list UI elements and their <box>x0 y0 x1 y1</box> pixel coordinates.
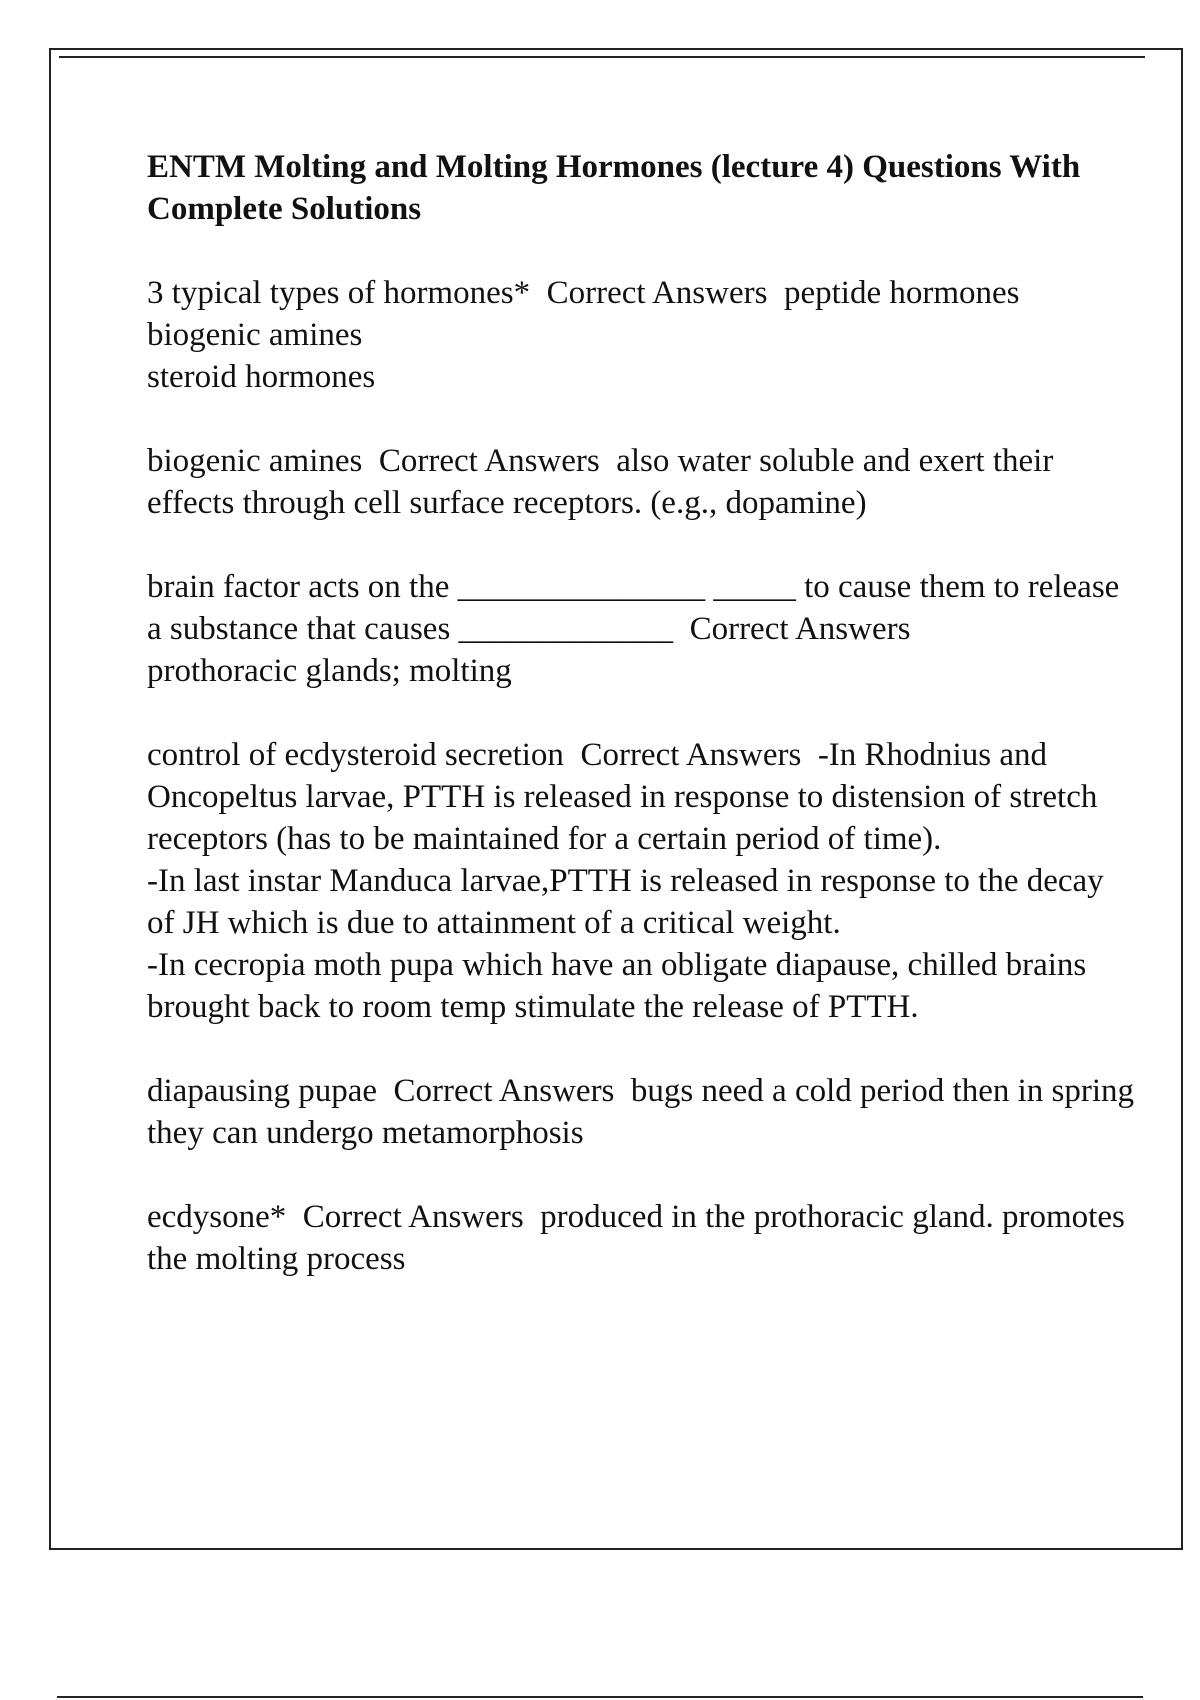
top-rule <box>59 56 1145 58</box>
question-text: brain factor acts on the _______________ _____ to cause them to release a substance that causes _____________ <box>147 569 1128 647</box>
question-text: 3 typical types of hormones* <box>147 275 531 311</box>
question-text: diapausing pupae <box>147 1073 378 1109</box>
document-title: ENTM Molting and Molting Hormones (lecture 4) Questions With Complete Solutions <box>147 149 1081 227</box>
qa-item <box>147 272 1137 398</box>
answer-text: produced in the prothoracic gland. promotes the molting process <box>147 1199 1134 1277</box>
bottom-rule <box>57 1696 1143 1698</box>
answer-text: peptide hormones biogenic amines steroid hormones <box>147 275 1020 395</box>
answer-label: Correct Answers <box>302 1199 524 1235</box>
answer-label: Correct Answers <box>689 611 911 647</box>
answer-text: also water soluble and exert their effects through cell surface receptors. (e.g., dopamine) <box>147 443 1062 521</box>
answer-label: Correct Answers <box>393 1073 615 1109</box>
answer-label: Correct Answers <box>546 275 768 311</box>
answer-text: prothoracic glands; molting <box>147 653 512 689</box>
answer-label: Correct Answers <box>378 443 600 479</box>
question-text: control of ecdysteroid secretion <box>147 737 564 773</box>
page-frame <box>49 48 1183 1550</box>
qa-item <box>147 566 1137 692</box>
qa-item <box>147 1070 1143 1154</box>
qa-item <box>147 734 1137 1028</box>
answer-label: Correct Answers <box>580 737 802 773</box>
answer-text: -In Rhodnius and Oncopeltus larvae, PTTH is released in response to distension of stretch receptors (has to be maintained for a certain period of time). -In last instar Manduca larvae,PTTH is released in response to the decay of JH which is due to attainment of a critical weight. -In cecropia moth pupa which have an obligate diapause, chilled brains brought back to room temp stimulate the release of PTTH. <box>147 737 1104 1025</box>
question-text: ecdysone* <box>147 1199 287 1235</box>
qa-item <box>147 1196 1137 1280</box>
question-text: biogenic amines <box>147 443 363 479</box>
qa-item <box>147 440 1137 524</box>
answer-text: bugs need a cold period then in spring they can undergo metamorphosis <box>147 1073 1143 1151</box>
document-content <box>147 146 1143 1322</box>
